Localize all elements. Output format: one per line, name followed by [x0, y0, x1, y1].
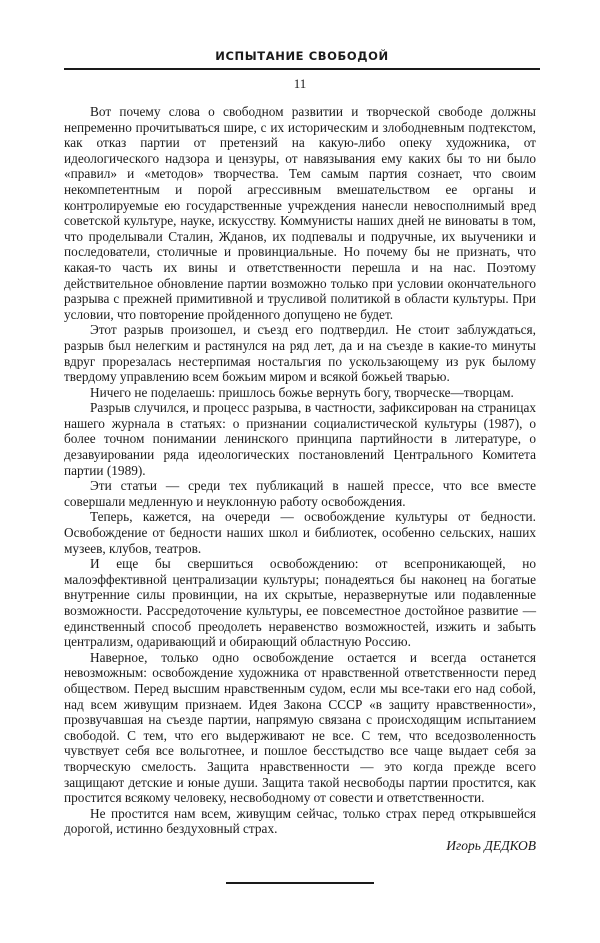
end-rule	[226, 882, 374, 884]
paragraph: Разрыв случился, и процесс разрыва, в частности, зафиксирован на страницах нашего журнала в статьях: о признании социалистической культуры (1987), о более точном понимании ленинского принципа партийности в литературе, о дезавуировании ряда идеологических постановлений Центрального Комитета партии (1989).	[64, 400, 536, 478]
paragraph: Вот почему слова о свободном развитии и творческой свободе должны непременно прочитываться шире, с их историческим и злободневным подтекстом, как отказ партии от претензий на какую-либо опеку художника, от идеологического надзора и цензуры, от навязывания ему каких бы то ни было «правил» и «методов» творчества. Тем самым партия сознает, что своим некомпетентным и порой агрессивным вмешательством ее органы и контролируемые ею государственные учреждения нанесли невосполнимый вред советской культуре, науке, искусству. Коммунисты наших дней не виноваты в том, что проделывали Сталин, Жданов, их подпевалы и подручные, их выученики и последователи, столичные и провинциальные. Но почему бы не признать, что какая-то часть их вины и ответственности перешла и на нас. Поэтому действительное обновление партии возможно только при условии окончательного разрыва с прежней примитивной и трусливой политикой в области культуры. При условии, что повторение пройденного допущено не будет.	[64, 104, 536, 322]
page-number: 11	[293, 76, 307, 91]
paragraph: Наверное, только одно освобождение остается и всегда останется невозможным: освобождение художника от нравственной ответственности перед обществом. Перед высшим нравственным судом, если мы все-таки его над собой, над всем живущим признаем. Идея Закона СССР «в защиту нравственности», прозвучавшая на съезде партии, напрямую связана с происходящим испытанием свободой. С тем, что его выдерживают не все. С тем, что вседозволенность чувствует себя все вольготнее, и пошлое бесстыдство все чаще выдает себя за творческую смелость. Защита нравственности — это когда прежде всего защищают детские и юные души. Защита такой несвободы партии простится, как простится всякому человеку, несвободному от совести и ответственности.	[64, 649, 536, 806]
paragraph: И еще бы свершиться освобождению: от всепроникающей, но малоэффективной централизации культуры; понадеяться бы наконец на богатые внутренние силы провинции, на их скрытые, неразвернутые или подавленные возможности. Рассредоточение культуры, ее повсеместное достойное развитие — единственный способ преодолеть неравенство возможностей, изжить и забыть централизм, одаривающий и обирающий областную Россию.	[64, 556, 536, 650]
header-rule	[64, 68, 540, 70]
paragraph: Эти статьи — среди тех публикаций в нашей прессе, что все вместе совершали медленную и неуклонную работу освобождения.	[64, 478, 536, 509]
author-signature: Игорь ДЕДКОВ	[446, 837, 536, 853]
paragraph: Этот разрыв произошел, и съезд его подтвердил. Не стоит заблуждаться, разрыв был нелегким и растянулся на ряд лет, да и на съезде в какие-то минуты вдруг прорезалась нестерпимая ностальгия по ускользающему из рук былому твердому управлению всем божьим миром и всякой божьей тварью.	[64, 322, 536, 385]
running-header: ИСПЫТАНИЕ СВОБОДОЙ	[215, 49, 389, 63]
paragraph: Ничего не поделаешь: пришлось божье вернуть богу, творческе—творцам.	[90, 384, 514, 400]
paragraph: Теперь, кажется, на очереди — освобождение культуры от бедности. Освобождение от бедности наших школ и библиотек, особенно сельских, наших музеев, клубов, театров.	[64, 509, 536, 556]
paragraph: Не простится нам всем, живущим сейчас, только страх перед открывшейся дорогой, истинно бездуховный страх.	[64, 805, 536, 837]
article-body	[64, 104, 536, 854]
